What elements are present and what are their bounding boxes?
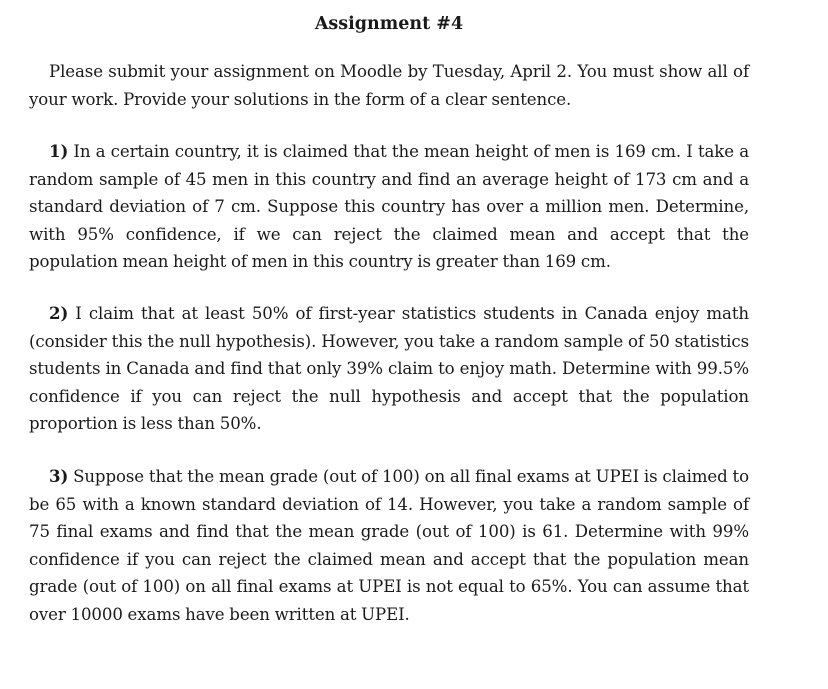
question-1 [29,138,749,276]
question-text: Suppose that the mean grade (out of 100) on all final exams at UPEI is claimed to be 65 with a known standard deviation of 14. However, you take a random sample of 75 final exams and find that the mean grade (out of 100) is 61. Determine with 99% confidence if you can reject the claimed mean and accept that the population mean grade (out of 100) on all final exams at UPEI is not equal to 65%. You can assume that over 10000 exams have been written at UPEI. [29,467,749,624]
question-2 [29,300,749,438]
question-number: 1) [49,141,69,161]
intro-paragraph: Please submit your assignment on Moodle by Tuesday, April 2. You must show all of your work. Provide your solutions in the form of a clear sentence. [29,62,749,109]
question-text: I claim that at least 50% of first-year statistics students in Canada enjoy math (consider this the null hypothesis). However, you take a random sample of 50 statistics students in Canada and find that only 39% claim to enjoy math. Determine with 99.5% confidence if you can reject the null hypothesis and accept that the population proportion is less than 50%. [29,304,749,434]
question-number: 3) [49,466,69,486]
question-number: 2) [49,303,69,323]
page-title: Assignment #4 [314,14,464,34]
question-text: In a certain country, it is claimed that the mean height of men is 169 cm. I take a random sample of 45 men in this country and find an average height of 173 cm and a standard deviation of 7 cm. Suppose this country has over a million men. Determine, with 95% confidence, if we can reject the claimed mean and accept that the population mean height of men in this country is greater than 169 cm. [29,142,749,272]
question-3 [29,463,749,629]
